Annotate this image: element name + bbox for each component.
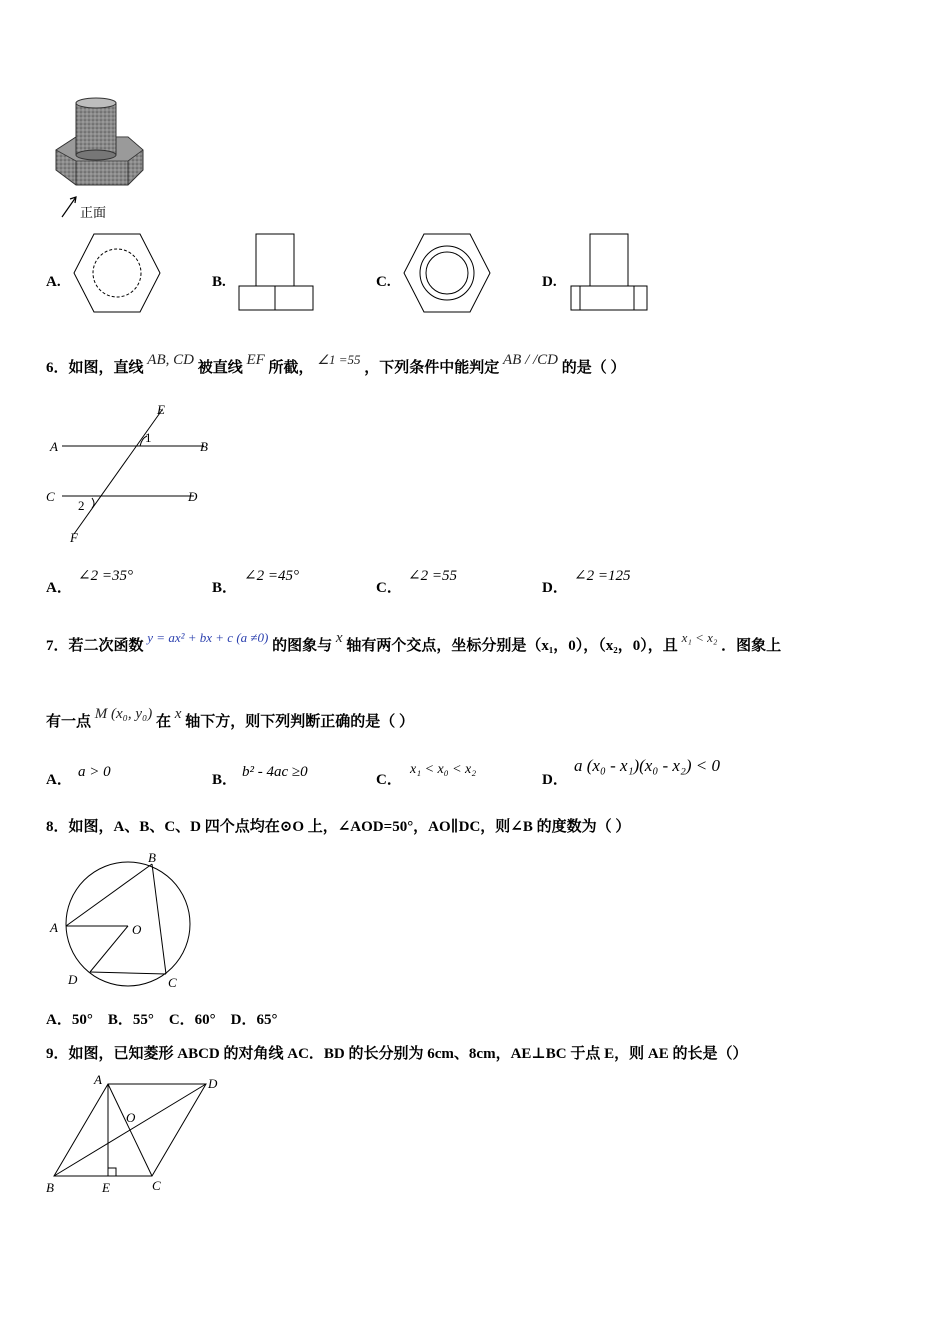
- q7-option-a-letter[interactable]: A．: [46, 772, 72, 788]
- q7-option-a-value: a > 0: [78, 764, 111, 780]
- q7-line2-text-2: 在: [156, 714, 172, 730]
- q5-option-c-letter[interactable]: C.: [376, 274, 391, 290]
- q8-label-d: D: [68, 972, 78, 987]
- q7-text-2: 的图象与: [272, 638, 333, 654]
- q7-number: 7．: [46, 638, 69, 654]
- q6-math-ab-cd: AB, CD: [147, 352, 194, 368]
- q7-math-x: x: [335, 630, 343, 646]
- q6-number: 6．: [46, 360, 69, 376]
- q8-figure: [44, 848, 204, 999]
- q6-option-c-value: ∠2 =55: [408, 568, 457, 584]
- q5-option-a-figure: [72, 232, 162, 319]
- q9-label-e: E: [102, 1180, 110, 1195]
- q7-math-x1-lt-x2: x₁ < x₂: [681, 630, 718, 645]
- q7-option-c-value: x₁ < x₀ < x₂: [410, 762, 477, 777]
- q9-figure: [42, 1072, 232, 1207]
- q7-stem-line2: [46, 706, 414, 731]
- q7-text-3: 轴有两个交点，坐标分别是（x₁，0），（x₂，0），且: [346, 638, 678, 654]
- q6-label-angle1: 1: [145, 430, 152, 445]
- q7-line2-math-x: x: [174, 706, 182, 722]
- q7-text-1: 若二次函数: [68, 638, 144, 654]
- q9-label-b: B: [46, 1180, 54, 1195]
- q8-label-c: C: [168, 975, 177, 990]
- q6-text-3: 所截，: [268, 360, 314, 376]
- q9-label-d: D: [208, 1076, 218, 1091]
- q6-label-e: E: [157, 402, 165, 417]
- q6-math-parallel: AB / /CD: [503, 352, 559, 368]
- q6-option-a-letter[interactable]: A．: [46, 580, 72, 596]
- q6-label-a: A: [50, 439, 58, 454]
- q6-option-a-value: ∠2 =35°: [78, 568, 133, 584]
- q9-stem: 9．如图，已知菱形 ABCD 的对角线 AC．BD 的长分别为 6cm、8cm，AE⊥BC 于点 E，则 AE 的长是（）: [46, 1046, 748, 1062]
- q8-options[interactable]: A．50° B．55° C．60° D．65°: [46, 1012, 278, 1028]
- q7-option-d-value: a (x₀ - x₁)(x₀ - x₂) < 0: [574, 756, 721, 775]
- q6-label-d: D: [188, 489, 198, 504]
- q9-label-o: O: [126, 1110, 136, 1125]
- q7-option-b-letter[interactable]: B．: [212, 772, 238, 788]
- q6-option-d-letter[interactable]: D．: [542, 580, 568, 596]
- q7-math-point-m: M (x₀, y₀): [94, 706, 153, 722]
- q6-text-2: 被直线: [197, 360, 243, 376]
- q6-option-b-value: ∠2 =45°: [244, 568, 299, 584]
- q6-label-f: F: [70, 530, 78, 545]
- q7-option-c-letter[interactable]: C．: [376, 772, 402, 788]
- q6-text-1: 如图，直线: [68, 360, 144, 376]
- q6-label-b: B: [200, 439, 208, 454]
- q7-line2-text-1: 有一点: [46, 714, 92, 730]
- q7-option-d-letter[interactable]: D．: [542, 772, 568, 788]
- q6-option-c-letter[interactable]: C．: [376, 580, 402, 596]
- q6-text-5: 的是（ ）: [561, 360, 626, 376]
- q5-option-b-figure: [236, 232, 316, 319]
- q6-figure: [44, 398, 224, 551]
- q7-option-b-value: b² - 4ac ≥0: [242, 764, 308, 780]
- q6-label-angle2: 2: [78, 498, 85, 513]
- q9-label-c: C: [152, 1178, 161, 1193]
- q6-stem: [46, 352, 626, 377]
- q6-option-b-letter[interactable]: B．: [212, 580, 238, 596]
- q8-label-a: A: [50, 920, 58, 935]
- q8-label-o: O: [132, 922, 142, 937]
- q8-stem: 8．如图，A、B、C、D 四个点均在⊙O 上，∠AOD=50°，AO∥DC，则∠B 的度数为（ ）: [46, 819, 631, 835]
- q6-math-angle1: ∠1 =55: [317, 352, 361, 367]
- q5-option-a-letter[interactable]: A.: [46, 274, 61, 290]
- q5-option-c-figure: [402, 232, 492, 319]
- front-view-label: 正面: [80, 206, 107, 221]
- q6-math-ef: EF: [246, 352, 265, 368]
- q7-stem-line1: [46, 630, 782, 655]
- q5-option-d-figure: [568, 232, 652, 319]
- q7-math-quadratic: y = ax² + bx + c (a ≠0): [147, 630, 269, 645]
- q6-option-d-value: ∠2 =125: [574, 568, 631, 584]
- q6-text-4: ，下列条件中能判定: [364, 360, 500, 376]
- q6-label-c: C: [46, 489, 55, 504]
- q7-text-4: ．图象上: [721, 638, 782, 654]
- q8-label-b: B: [148, 850, 156, 865]
- q9-label-a: A: [94, 1072, 102, 1087]
- q5-option-d-letter[interactable]: D.: [542, 274, 557, 290]
- q7-line2-text-3: 轴下方，则下列判断正确的是（ ）: [185, 714, 414, 730]
- q5-option-b-letter[interactable]: B.: [212, 274, 226, 290]
